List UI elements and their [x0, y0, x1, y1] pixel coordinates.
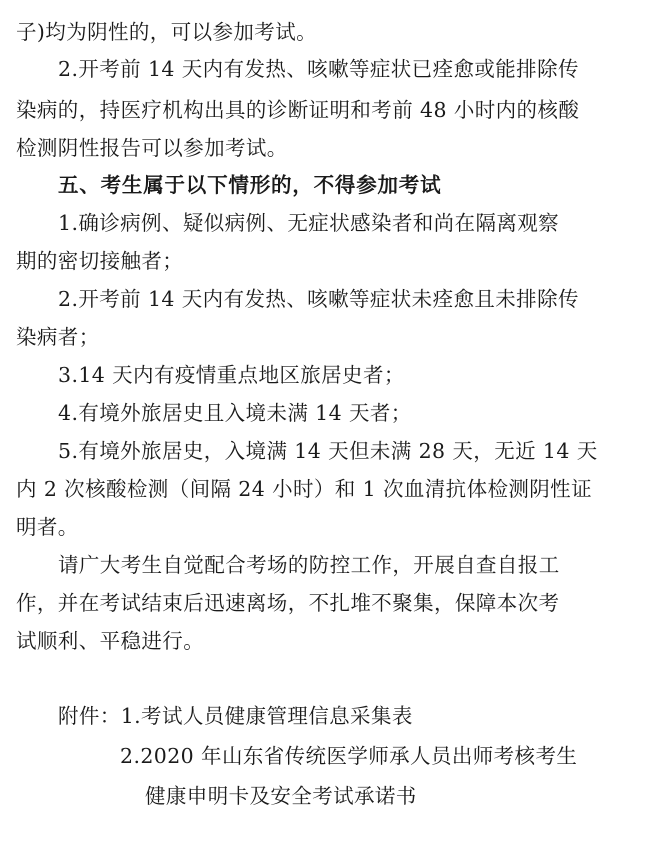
- text-line: 检测阴性报告可以参加考试。: [16, 136, 288, 160]
- attachment-item-2: 2.2020 年山东省传统医学师承人员出师考核考生: [120, 744, 578, 768]
- section-heading: 五、考生属于以下情形的，不得参加考试: [58, 173, 442, 197]
- text-line: 试顺利、平稳进行。: [16, 629, 205, 653]
- text-line: 3.14 天内有疫情重点地区旅居史者；: [58, 363, 405, 387]
- text-line: 期的密切接触者；: [16, 249, 184, 273]
- text-line: 5.有境外旅居史，入境满 14 天但未满 28 天，无近 14 天: [58, 439, 598, 463]
- text-line: 4.有境外旅居史且入境未满 14 天者；: [58, 401, 412, 425]
- text-line: 请广大考生自觉配合考场的防控工作，开展自查自报工: [58, 553, 560, 577]
- text-line: 内 2 次核酸检测（间隔 24 小时）和 1 次血清抗体检测阴性证: [16, 477, 592, 501]
- text-line: 染病者；: [16, 325, 100, 349]
- text-line: 明者。: [16, 515, 79, 539]
- text-line: 作，并在考试结束后迅速离场，不扎堆不聚集，保障本次考: [16, 591, 560, 615]
- text-line: 染病的，持医疗机构出具的诊断证明和考前 48 小时内的核酸: [16, 98, 580, 122]
- attachment-label: 附件：1.考试人员健康管理信息采集表: [58, 704, 413, 728]
- text-line: 2.开考前 14 天内有发热、咳嗽等症状已痊愈或能排除传: [58, 57, 579, 81]
- attachment-item-2-continued: 健康申明卡及安全考试承诺书: [145, 784, 417, 808]
- text-line: 子)均为阴性的，可以参加考试。: [16, 20, 317, 44]
- text-line: 1.确诊病例、疑似病例、无症状感染者和尚在隔离观察: [58, 211, 560, 235]
- text-line: 2.开考前 14 天内有发热、咳嗽等症状未痊愈且未排除传: [58, 287, 579, 311]
